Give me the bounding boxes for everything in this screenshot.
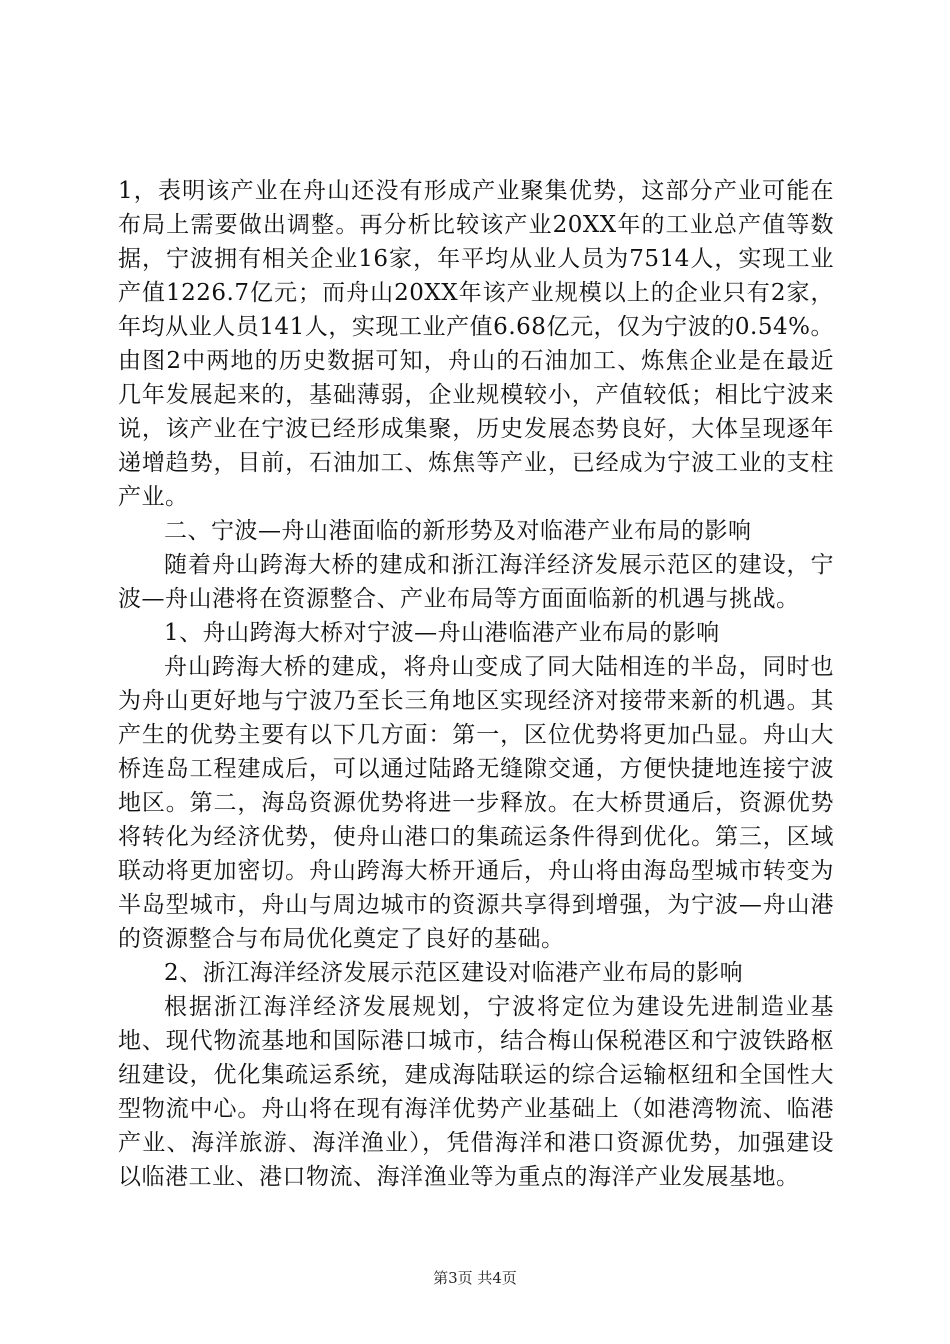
paragraph-4: 根据浙江海洋经济发展规划，宁波将定位为建设先进制造业基地、现代物流基地和国际港口城市，结合梅山保税港区和宁波铁路枢纽建设，优化集疏运系统，建成海陆联运的综合运输枢纽和全国性大型物流中心。舟山将在现有海洋优势产业基础上（如港湾物流、临港产业、海洋旅游、海洋渔业），凭借海洋和港口资源优势，加强建设以临港工业、港口物流、海洋渔业等为重点的海洋产业发展基地。 (118, 994, 834, 1190)
subsection-heading-2: 2、浙江海洋经济发展示范区建设对临港产业布局的影响 (164, 960, 744, 986)
paragraph-1: 1，表明该产业在舟山还没有形成产业聚集优势，这部分产业可能在布局上需要做出调整。再分析比较该产业20XX年的工业总产值等数据，宁波拥有相关企业16家，年平均从业人员为7514人，实现工业产值1226.7亿元；而舟山20XX年该产业规模以上的企业只有2家，年均从业人员141人，实现工业产值6.68亿元，仅为宁波的0.54%。由图2中两地的历史数据可知，舟山的石油加工、炼焦企业是在最近几年发展起来的，基础薄弱，企业规模较小，产值较低；相比宁波来说，该产业在宁波已经形成集聚，历史发展态势良好，大体呈现逐年递增趋势，目前，石油加工、炼焦等产业，已经成为宁波工业的支柱产业。 (118, 178, 834, 510)
paragraph-3: 舟山跨海大桥的建成，将舟山变成了同大陆相连的半岛，同时也为舟山更好地与宁波乃至长三角地区实现经济对接带来新的机遇。其产生的优势主要有以下几方面：第一，区位优势将更加凸显。舟山大桥连岛工程建成后，可以通过陆路无缝隙交通，方便快捷地连接宁波地区。第二，海岛资源优势将进一步释放。在大桥贯通后，资源优势将转化为经济优势，使舟山港口的集疏运条件得到优化。第三，区域联动将更加密切。舟山跨海大桥开通后，舟山将由海岛型城市转变为半岛型城市，舟山与周边城市的资源共享得到增强，为宁波—舟山港的资源整合与布局优化奠定了良好的基础。 (118, 654, 834, 952)
document-body (118, 174, 834, 1194)
section-heading-2: 二、宁波—舟山港面临的新形势及对临港产业布局的影响 (164, 518, 752, 544)
page-footer: 第3页 共4页 (433, 1269, 517, 1287)
paragraph-2: 随着舟山跨海大桥的建成和浙江海洋经济发展示范区的建设，宁波—舟山港将在资源整合、产业布局等方面面临新的机遇与挑战。 (118, 552, 834, 612)
subsection-heading-1: 1、舟山跨海大桥对宁波—舟山港临港产业布局的影响 (164, 620, 720, 646)
